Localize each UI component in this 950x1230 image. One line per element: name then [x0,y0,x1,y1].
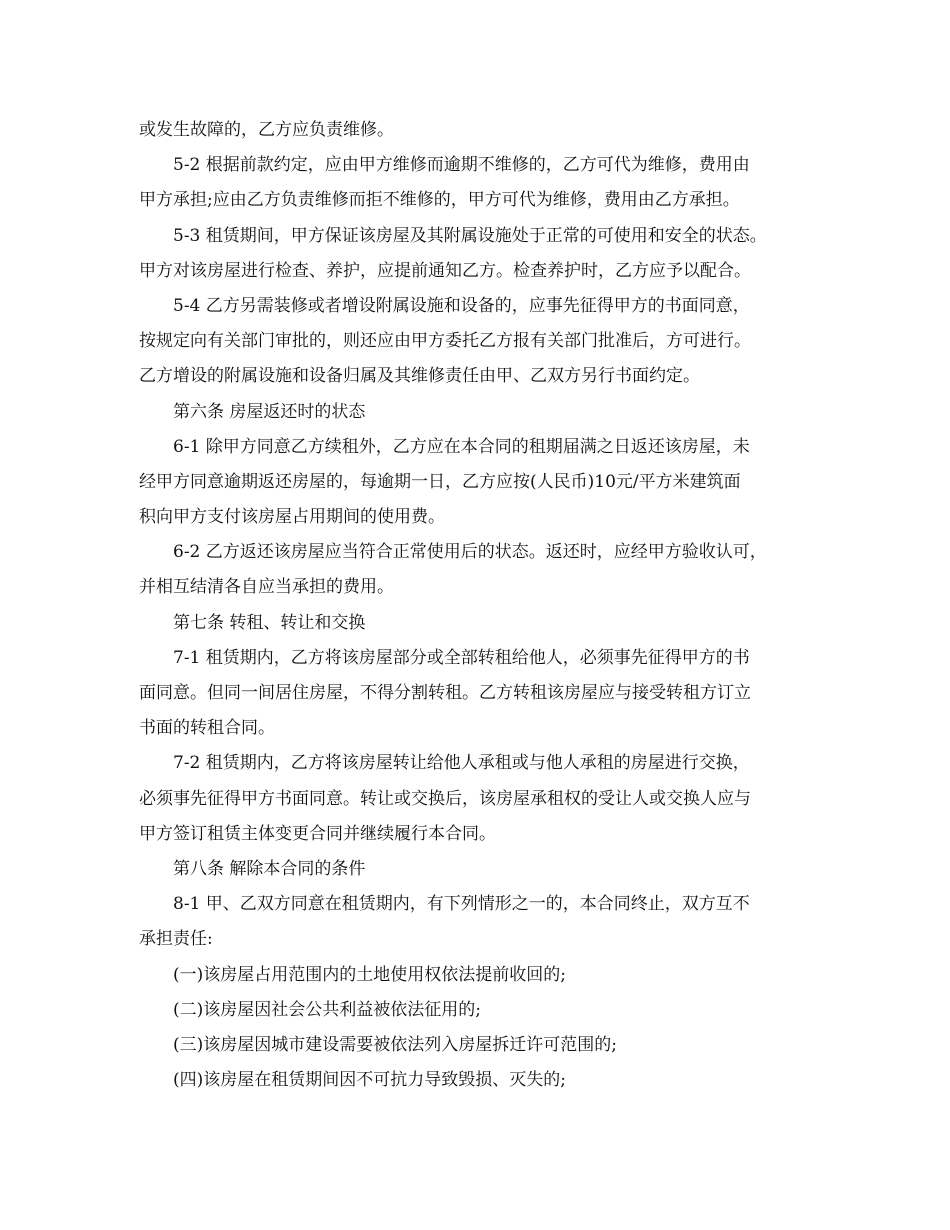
text-line: 5-4 乙方另需装修或者增设附属设施和设备的，应事先征得甲方的书面同意， [173,295,750,316]
document-body [139,113,819,1098]
text-line: 甲方承担;应由乙方负责维修而拒不维修的，甲方可代为维修，费用由乙方承担。 [139,190,740,211]
section-heading: 第八条 解除本合同的条件 [173,858,366,879]
text-line: 面同意。但同一间居住房屋，不得分割转租。乙方转租该房屋应与接受转租方订立 [139,683,751,703]
text-line: 书面的转租合同。 [139,718,275,739]
text-line: 积向甲方支付该房屋占用期间的使用费。 [139,507,445,528]
section-heading: 第六条 房屋返还时的状态 [173,401,366,422]
text-line: 甲方对该房屋进行检查、养护，应提前通知乙方。检查养护时，乙方应予以配合。 [139,260,751,281]
list-item: (三)该房屋因城市建设需要被依法列入房屋拆迁许可范围的; [173,1034,617,1055]
text-line: 7-2 租赁期内，乙方将该房屋转让给他人承租或与他人承租的房屋进行交换， [173,753,750,774]
section-heading: 第七条 转租、转让和交换 [173,612,366,633]
list-item: (一)该房屋占用范围内的土地使用权依法提前收回的; [173,964,566,985]
text-line: 承担责任: [139,929,213,950]
text-line: 必须事先征得甲方书面同意。转让或交换后，该房屋承租权的受让人或交换人应与 [139,788,751,809]
text-line: 并相互结清各自应当承担的费用。 [139,577,394,598]
text-line: 6-2 乙方返还该房屋应当符合正常使用后的状态。返还时，应经甲方验收认可， [173,542,767,563]
text-line: 或发生故障的，乙方应负责维修。 [139,120,394,140]
text-line: 按规定向有关部门审批的，则还应由甲方委托乙方报有关部门批准后，方可进行。 [139,331,751,352]
list-item: (二)该房屋因社会公共利益被依法征用的; [173,999,481,1020]
text-line: 7-1 租赁期内，乙方将该房屋部分或全部转租给他人，必须事先征得甲方的书 [173,647,750,668]
text-line: 6-1 除甲方同意乙方续租外，乙方应在本合同的租期届满之日返还该房屋，未 [173,436,750,457]
text-line: 5-2 根据前款约定，应由甲方维修而逾期不维修的，乙方可代为维修，费用由 [173,155,750,176]
text-line: 乙方增设的附属设施和设备归属及其维修责任由甲、乙双方另行书面约定。 [139,366,700,387]
text-line: 8-1 甲、乙双方同意在租赁期内，有下列情形之一的，本合同终止，双方互不 [173,894,750,915]
text-line: 甲方签订租赁主体变更合同并继续履行本合同。 [139,823,496,844]
text-line: 5-3 租赁期间，甲方保证该房屋及其附属设施处于正常的可使用和安全的状态。 [173,225,767,246]
text-line: 经甲方同意逾期返还房屋的，每逾期一日，乙方应按(人民币)10元/平方米建筑面 [139,471,741,492]
list-item: (四)该房屋在租赁期间因不可抗力导致毁损、灭失的; [173,1070,566,1091]
